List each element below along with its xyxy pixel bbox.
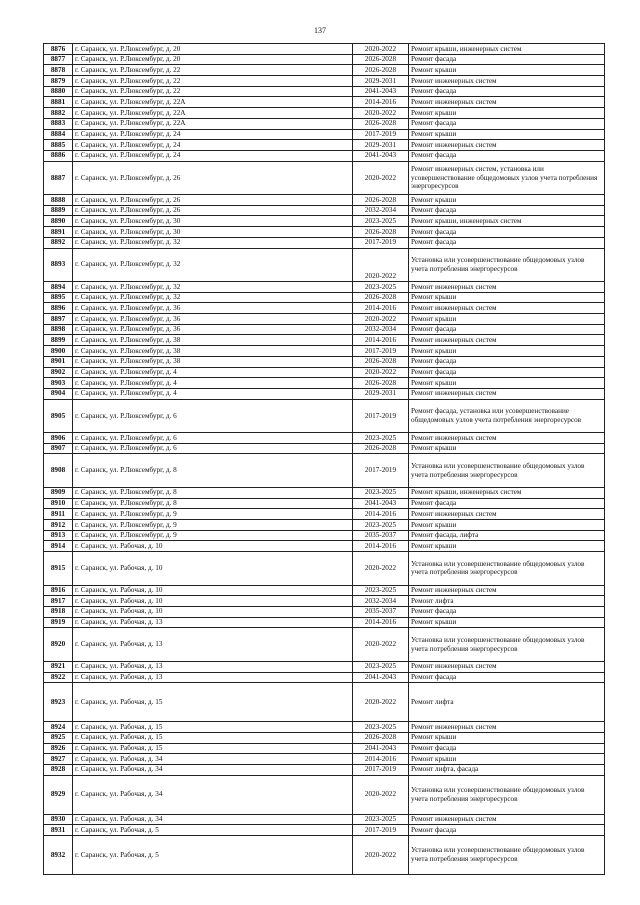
row-number: 8908	[44, 454, 73, 488]
row-work-type: Ремонт инженерных систем	[409, 661, 605, 672]
row-number: 8888	[44, 195, 73, 206]
row-period: 2017-2019	[353, 454, 409, 488]
table-row	[44, 292, 605, 303]
table-row	[44, 65, 605, 76]
row-address: г. Саранск, ул. Р.Люксембург, д. 8	[73, 487, 353, 498]
row-work-type: Ремонт фасада	[409, 237, 605, 248]
row-work-type: Ремонт крыши	[409, 292, 605, 303]
row-work-type: Ремонт инженерных систем	[409, 76, 605, 87]
row-address: г. Саранск, ул. Р.Люксембург, д. 24	[73, 140, 353, 151]
row-number: 8901	[44, 356, 73, 367]
row-address: г. Саранск, ул. Рабочая, д. 10	[73, 596, 353, 607]
row-period: 2026-2028	[353, 356, 409, 367]
row-address: г. Саранск, ул. Р.Люксембург, д. 32	[73, 292, 353, 303]
row-number: 8885	[44, 140, 73, 151]
row-number: 8911	[44, 509, 73, 520]
row-period: 2026-2028	[353, 65, 409, 76]
row-number: 8879	[44, 76, 73, 87]
table-row	[44, 161, 605, 195]
row-address: г. Саранск, ул. Р.Люксембург, д. 6	[73, 433, 353, 444]
row-number: 8896	[44, 303, 73, 314]
row-number: 8905	[44, 399, 73, 433]
table-row	[44, 54, 605, 65]
row-work-type: Установка или усовершенствование общедомовых узлов учета потребления энергоресурсов	[409, 552, 605, 586]
row-period: 2032-2034	[353, 205, 409, 216]
row-address: г. Саранск, ул. Р.Люксембург, д. 36	[73, 324, 353, 335]
table-row	[44, 672, 605, 683]
row-work-type: Ремонт инженерных систем	[409, 97, 605, 108]
table-row	[44, 754, 605, 765]
row-work-type: Ремонт крыши	[409, 346, 605, 357]
row-number: 8902	[44, 367, 73, 378]
table-row	[44, 732, 605, 743]
row-address: г. Саранск, ул. Р.Люксембург, д. 38	[73, 335, 353, 346]
row-number: 8932	[44, 836, 73, 875]
table-row	[44, 314, 605, 325]
row-work-type: Ремонт инженерных систем	[409, 814, 605, 825]
table-row	[44, 324, 605, 335]
row-period: 2026-2028	[353, 227, 409, 238]
row-address: г. Саранск, ул. Р.Люксембург, д. 36	[73, 314, 353, 325]
row-number: 8876	[44, 44, 73, 55]
row-period: 2023-2025	[353, 814, 409, 825]
row-work-type: Ремонт фасада, установка или усовершенствование общедомовых узлов учета потребления энергоресурсов	[409, 399, 605, 433]
row-number: 8884	[44, 129, 73, 140]
row-number: 8916	[44, 585, 73, 596]
table-row	[44, 628, 605, 662]
row-address: г. Саранск, ул. Р.Люксембург, д. 36	[73, 303, 353, 314]
row-work-type: Ремонт инженерных систем, установка или усовершенствование общедомовых узлов учета потребления энергоресурсов	[409, 161, 605, 195]
row-period: 2020-2022	[353, 775, 409, 814]
row-number: 8909	[44, 487, 73, 498]
row-number: 8904	[44, 388, 73, 399]
row-period: 2023-2025	[353, 661, 409, 672]
row-work-type: Ремонт инженерных систем	[409, 585, 605, 596]
row-period: 2041-2043	[353, 498, 409, 509]
row-address: г. Саранск, ул. Р.Люксембург, д. 26	[73, 161, 353, 195]
row-period: 2014-2016	[353, 303, 409, 314]
row-work-type: Ремонт крыши	[409, 314, 605, 325]
row-work-type: Ремонт фасада	[409, 672, 605, 683]
row-period: 2014-2016	[353, 335, 409, 346]
row-period: 2014-2016	[353, 97, 409, 108]
row-address: г. Саранск, ул. Р.Люксембург, д. 22	[73, 86, 353, 97]
row-period: 2020-2022	[353, 108, 409, 119]
row-work-type: Установка или усовершенствование общедомовых узлов учета потребления энергоресурсов	[409, 775, 605, 814]
row-address: г. Саранск, ул. Р.Люксембург, д. 8	[73, 454, 353, 488]
table-row	[44, 596, 605, 607]
row-period: 2041-2043	[353, 86, 409, 97]
row-period: 2020-2022	[353, 314, 409, 325]
table-row	[44, 825, 605, 836]
row-period: 2020-2022	[353, 367, 409, 378]
row-period: 2023-2025	[353, 216, 409, 227]
row-number: 8930	[44, 814, 73, 825]
row-address: г. Саранск, ул. Рабочая, д. 13	[73, 617, 353, 628]
row-work-type: Ремонт крыши, инженерных систем	[409, 216, 605, 227]
row-address: г. Саранск, ул. Р.Люксембург, д. 32	[73, 282, 353, 293]
row-number: 8880	[44, 86, 73, 97]
row-work-type: Ремонт крыши	[409, 617, 605, 628]
row-period: 2026-2028	[353, 443, 409, 454]
row-address: г. Саранск, ул. Рабочая, д. 13	[73, 661, 353, 672]
row-period: 2017-2019	[353, 346, 409, 357]
row-address: г. Саранск, ул. Р.Люксембург, д. 22А	[73, 118, 353, 129]
row-work-type: Ремонт лифта, фасада	[409, 764, 605, 775]
row-number: 8877	[44, 54, 73, 65]
row-period: 2020-2022	[353, 628, 409, 662]
row-work-type: Ремонт фасада	[409, 118, 605, 129]
row-period: 2035-2037	[353, 606, 409, 617]
row-period: 2023-2025	[353, 722, 409, 733]
row-number: 8919	[44, 617, 73, 628]
row-period: 2017-2019	[353, 399, 409, 433]
row-work-type: Ремонт фасада	[409, 86, 605, 97]
row-number: 8907	[44, 443, 73, 454]
table-row	[44, 303, 605, 314]
row-address: г. Саранск, ул. Р.Люксембург, д. 38	[73, 346, 353, 357]
row-number: 8886	[44, 150, 73, 161]
row-address: г. Саранск, ул. Рабочая, д. 13	[73, 672, 353, 683]
table-row	[44, 443, 605, 454]
table-row	[44, 205, 605, 216]
row-period: 2032-2034	[353, 324, 409, 335]
row-work-type: Ремонт крыши	[409, 732, 605, 743]
row-number: 8917	[44, 596, 73, 607]
row-work-type: Ремонт крыши	[409, 378, 605, 389]
row-number: 8922	[44, 672, 73, 683]
row-number: 8915	[44, 552, 73, 586]
row-address: г. Саранск, ул. Рабочая, д. 15	[73, 732, 353, 743]
row-work-type: Установка или усовершенствование общедомовых узлов учета потребления энергоресурсов	[409, 454, 605, 488]
row-address: г. Саранск, ул. Р.Люксембург, д. 9	[73, 530, 353, 541]
row-period: 2026-2028	[353, 378, 409, 389]
row-address: г. Саранск, ул. Рабочая, д. 34	[73, 764, 353, 775]
row-address: г. Саранск, ул. Рабочая, д. 10	[73, 552, 353, 586]
page-number: 137	[314, 26, 326, 35]
row-number: 8914	[44, 541, 73, 552]
table-row	[44, 216, 605, 227]
row-work-type: Установка или усовершенствование общедомовых узлов учета потребления энергоресурсов	[409, 628, 605, 662]
row-work-type: Ремонт крыши	[409, 754, 605, 765]
table-row	[44, 140, 605, 151]
row-work-type: Ремонт фасада	[409, 825, 605, 836]
row-period: 2023-2025	[353, 282, 409, 293]
row-number: 8898	[44, 324, 73, 335]
row-address: г. Саранск, ул. Р.Люксембург, д. 30	[73, 227, 353, 238]
row-address: г. Саранск, ул. Р.Люксембург, д. 4	[73, 388, 353, 399]
row-address: г. Саранск, ул. Рабочая, д. 10	[73, 541, 353, 552]
table-row	[44, 509, 605, 520]
row-number: 8891	[44, 227, 73, 238]
table-row	[44, 367, 605, 378]
table-row	[44, 378, 605, 389]
row-address: г. Саранск, ул. Рабочая, д. 15	[73, 722, 353, 733]
row-work-type: Ремонт крыши	[409, 520, 605, 531]
row-number: 8913	[44, 530, 73, 541]
row-number: 8921	[44, 661, 73, 672]
row-number: 8882	[44, 108, 73, 119]
table-body	[44, 44, 605, 875]
row-period: 2026-2028	[353, 195, 409, 206]
row-number: 8912	[44, 520, 73, 531]
row-work-type: Ремонт фасада	[409, 150, 605, 161]
table-row	[44, 661, 605, 672]
row-period: 2029-2031	[353, 140, 409, 151]
row-work-type: Ремонт инженерных систем	[409, 140, 605, 151]
row-work-type: Ремонт фасада	[409, 324, 605, 335]
row-number: 8910	[44, 498, 73, 509]
row-address: г. Саранск, ул. Р.Люксембург, д. 24	[73, 129, 353, 140]
row-work-type: Ремонт крыши, инженерных систем	[409, 487, 605, 498]
table-row	[44, 356, 605, 367]
repair-schedule-table	[43, 43, 605, 875]
row-number: 8889	[44, 205, 73, 216]
row-address: г. Саранск, ул. Р.Люксембург, д. 6	[73, 443, 353, 454]
table-row	[44, 388, 605, 399]
row-period: 2020-2022	[353, 836, 409, 875]
row-work-type: Ремонт инженерных систем	[409, 303, 605, 314]
row-period: 2023-2025	[353, 585, 409, 596]
row-number: 8931	[44, 825, 73, 836]
row-period: 2017-2019	[353, 764, 409, 775]
row-period: 2017-2019	[353, 129, 409, 140]
row-number: 8878	[44, 65, 73, 76]
row-period: 2020-2022	[353, 248, 409, 282]
row-address: г. Саранск, ул. Рабочая, д. 5	[73, 836, 353, 875]
table-row	[44, 433, 605, 444]
row-work-type: Ремонт крыши, инженерных систем	[409, 44, 605, 55]
row-number: 8929	[44, 775, 73, 814]
row-number: 8924	[44, 722, 73, 733]
table-row	[44, 97, 605, 108]
table-row	[44, 836, 605, 875]
row-period: 2032-2034	[353, 596, 409, 607]
table-row	[44, 764, 605, 775]
row-number: 8906	[44, 433, 73, 444]
row-period: 2029-2031	[353, 388, 409, 399]
row-work-type: Ремонт фасада	[409, 606, 605, 617]
row-work-type: Ремонт фасада	[409, 367, 605, 378]
table-row	[44, 617, 605, 628]
row-address: г. Саранск, ул. Р.Люксембург, д. 20	[73, 54, 353, 65]
table-row	[44, 118, 605, 129]
row-number: 8887	[44, 161, 73, 195]
row-address: г. Саранск, ул. Рабочая, д. 5	[73, 825, 353, 836]
row-work-type: Ремонт инженерных систем	[409, 282, 605, 293]
row-address: г. Саранск, ул. Р.Люксембург, д. 26	[73, 195, 353, 206]
row-period: 2023-2025	[353, 487, 409, 498]
row-period: 2029-2031	[353, 76, 409, 87]
row-period: 2020-2022	[353, 44, 409, 55]
row-period: 2041-2043	[353, 672, 409, 683]
row-period: 2014-2016	[353, 754, 409, 765]
table-row	[44, 541, 605, 552]
row-work-type: Ремонт крыши	[409, 129, 605, 140]
table-row	[44, 335, 605, 346]
row-address: г. Саранск, ул. Р.Люксембург, д. 32	[73, 237, 353, 248]
row-number: 8894	[44, 282, 73, 293]
table-row	[44, 552, 605, 586]
row-work-type: Ремонт фасада	[409, 227, 605, 238]
row-address: г. Саранск, ул. Рабочая, д. 34	[73, 814, 353, 825]
row-work-type: Ремонт инженерных систем	[409, 388, 605, 399]
row-address: г. Саранск, ул. Рабочая, д. 34	[73, 754, 353, 765]
row-address: г. Саранск, ул. Р.Люксембург, д. 24	[73, 150, 353, 161]
row-period: 2014-2016	[353, 617, 409, 628]
row-work-type: Ремонт лифта	[409, 596, 605, 607]
row-address: г. Саранск, ул. Рабочая, д. 15	[73, 683, 353, 722]
row-period: 2026-2028	[353, 54, 409, 65]
row-address: г. Саранск, ул. Р.Люксембург, д. 22	[73, 65, 353, 76]
row-period: 2014-2016	[353, 509, 409, 520]
row-number: 8920	[44, 628, 73, 662]
row-work-type: Установка или усовершенствование общедомовых узлов учета потребления энергоресурсов	[409, 248, 605, 282]
row-number: 8927	[44, 754, 73, 765]
table-row	[44, 814, 605, 825]
table-row	[44, 530, 605, 541]
row-address: г. Саранск, ул. Р.Люксембург, д. 6	[73, 399, 353, 433]
row-work-type: Ремонт крыши	[409, 195, 605, 206]
row-number: 8928	[44, 764, 73, 775]
row-number: 8918	[44, 606, 73, 617]
row-number: 8900	[44, 346, 73, 357]
row-number: 8926	[44, 743, 73, 754]
table-row	[44, 399, 605, 433]
row-period: 2035-2037	[353, 530, 409, 541]
row-period: 2023-2025	[353, 433, 409, 444]
row-address: г. Саранск, ул. Рабочая, д. 10	[73, 585, 353, 596]
table-row	[44, 129, 605, 140]
row-work-type: Ремонт крыши	[409, 65, 605, 76]
row-period: 2014-2016	[353, 541, 409, 552]
row-address: г. Саранск, ул. Р.Люксембург, д. 22А	[73, 97, 353, 108]
row-address: г. Саранск, ул. Р.Люксембург, д. 22	[73, 76, 353, 87]
row-number: 8895	[44, 292, 73, 303]
table-row	[44, 487, 605, 498]
row-address: г. Саранск, ул. Р.Люксембург, д. 9	[73, 509, 353, 520]
row-number: 8881	[44, 97, 73, 108]
row-address: г. Саранск, ул. Р.Люксембург, д. 26	[73, 205, 353, 216]
row-address: г. Саранск, ул. Р.Люксембург, д. 30	[73, 216, 353, 227]
row-address: г. Саранск, ул. Рабочая, д. 34	[73, 775, 353, 814]
table-row	[44, 44, 605, 55]
row-work-type: Ремонт крыши	[409, 108, 605, 119]
row-number: 8892	[44, 237, 73, 248]
row-work-type: Ремонт фасада, лифта	[409, 530, 605, 541]
row-period: 2017-2019	[353, 825, 409, 836]
row-work-type: Установка или усовершенствование общедомовых узлов учета потребления энергоресурсов	[409, 836, 605, 875]
row-work-type: Ремонт инженерных систем	[409, 509, 605, 520]
row-work-type: Ремонт фасада	[409, 743, 605, 754]
table-row	[44, 150, 605, 161]
row-address: г. Саранск, ул. Р.Люксембург, д. 4	[73, 367, 353, 378]
row-number: 8883	[44, 118, 73, 129]
table-row	[44, 86, 605, 97]
row-period: 2020-2022	[353, 161, 409, 195]
row-work-type: Ремонт фасада	[409, 498, 605, 509]
row-address: г. Саранск, ул. Р.Люксембург, д. 22А	[73, 108, 353, 119]
row-period: 2020-2022	[353, 552, 409, 586]
row-work-type: Ремонт фасада	[409, 356, 605, 367]
row-work-type: Ремонт крыши	[409, 443, 605, 454]
row-address: г. Саранск, ул. Рабочая, д. 13	[73, 628, 353, 662]
row-work-type: Ремонт фасада	[409, 54, 605, 65]
row-work-type: Ремонт инженерных систем	[409, 722, 605, 733]
table-row	[44, 722, 605, 733]
row-address: г. Саранск, ул. Рабочая, д. 10	[73, 606, 353, 617]
table-row	[44, 248, 605, 282]
row-address: г. Саранск, ул. Р.Люксембург, д. 32	[73, 248, 353, 282]
row-period: 2026-2028	[353, 732, 409, 743]
row-address: г. Саранск, ул. Р.Люксембург, д. 4	[73, 378, 353, 389]
row-work-type: Ремонт инженерных систем	[409, 335, 605, 346]
table-row	[44, 195, 605, 206]
row-work-type: Ремонт фасада	[409, 205, 605, 216]
table-row	[44, 606, 605, 617]
row-number: 8923	[44, 683, 73, 722]
row-address: г. Саранск, ул. Р.Люксембург, д. 38	[73, 356, 353, 367]
table-row	[44, 76, 605, 87]
row-number: 8899	[44, 335, 73, 346]
row-period: 2020-2022	[353, 683, 409, 722]
table-row	[44, 237, 605, 248]
table-row	[44, 743, 605, 754]
row-number: 8890	[44, 216, 73, 227]
row-work-type: Ремонт лифта	[409, 683, 605, 722]
row-number: 8925	[44, 732, 73, 743]
table-row	[44, 454, 605, 488]
row-number: 8893	[44, 248, 73, 282]
row-period: 2026-2028	[353, 118, 409, 129]
table-row	[44, 585, 605, 596]
row-period: 2017-2019	[353, 237, 409, 248]
row-work-type: Ремонт инженерных систем	[409, 433, 605, 444]
table-row	[44, 282, 605, 293]
row-period: 2041-2043	[353, 150, 409, 161]
table-row	[44, 498, 605, 509]
table-row	[44, 520, 605, 531]
row-period: 2023-2025	[353, 520, 409, 531]
row-number: 8903	[44, 378, 73, 389]
table-row	[44, 108, 605, 119]
row-period: 2026-2028	[353, 292, 409, 303]
row-address: г. Саранск, ул. Р.Люксембург, д. 20	[73, 44, 353, 55]
table-row	[44, 227, 605, 238]
row-work-type: Ремонт крыши	[409, 541, 605, 552]
row-period: 2041-2043	[353, 743, 409, 754]
row-address: г. Саранск, ул. Р.Люксембург, д. 8	[73, 498, 353, 509]
table-row	[44, 346, 605, 357]
row-number: 8897	[44, 314, 73, 325]
table-row	[44, 775, 605, 814]
row-address: г. Саранск, ул. Р.Люксембург, д. 9	[73, 520, 353, 531]
table-row	[44, 683, 605, 722]
row-address: г. Саранск, ул. Рабочая, д. 15	[73, 743, 353, 754]
